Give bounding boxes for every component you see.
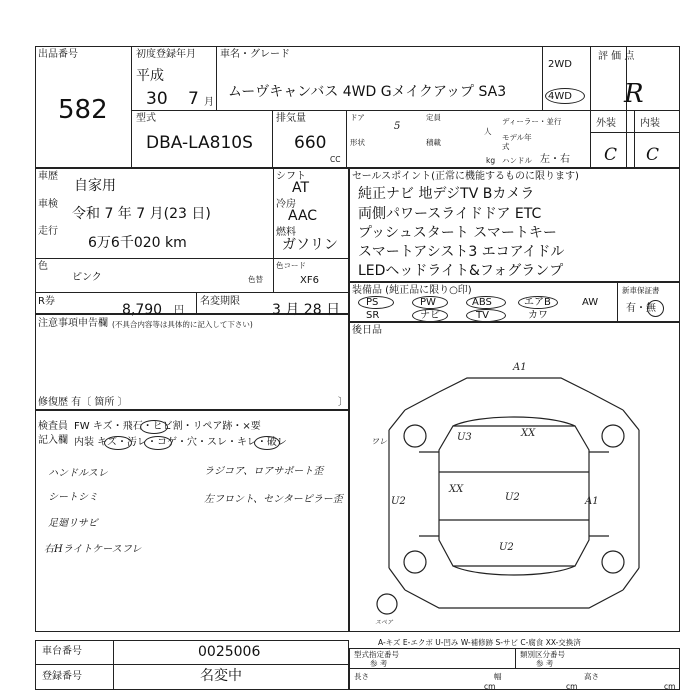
fuel-value: ガソリン <box>282 237 338 253</box>
wheel-rear-right-icon <box>602 551 624 573</box>
equip-ps: PS <box>366 297 379 308</box>
warranty-label: 新車保証書 <box>622 286 660 295</box>
damage-mark: U2 <box>499 542 514 553</box>
inspector-label: 検査員 <box>38 421 68 432</box>
equip-leather: カワ <box>528 310 548 321</box>
doors: 5 <box>394 121 401 132</box>
damage-mark: XX <box>521 428 536 439</box>
wheel-rear-left-icon <box>404 551 426 573</box>
cm-unit: cm <box>566 682 578 691</box>
first-reg-label: 初度登録年月 <box>136 49 196 60</box>
mileage-label: 走行 <box>38 226 58 237</box>
history-value: 自家用 <box>74 178 116 194</box>
damage-mark: A1 <box>585 496 599 507</box>
car-label: 車名・グレード <box>220 49 290 60</box>
equipment-label: 装備品 (純正品に限り○印) <box>352 285 472 296</box>
header-frame <box>35 46 627 168</box>
kg-unit: kg <box>486 156 496 165</box>
equip-sr: SR <box>366 310 380 321</box>
equip-pw: PW <box>420 297 436 308</box>
equip-aw: AW <box>582 297 599 308</box>
yen-unit: 円 <box>174 305 184 316</box>
era: 平成 <box>136 68 164 84</box>
notes-label: 注意事項申告欄 <box>38 318 108 329</box>
damage-mark: A1 <box>513 362 527 373</box>
ref-label: 参 考 <box>536 659 554 668</box>
name-change-label: 名変期限 <box>200 296 240 307</box>
damage-mark: ワレ <box>371 437 387 446</box>
width-label: 幅 <box>494 672 502 681</box>
chassis-label: 車台番号 <box>42 646 82 657</box>
form-label: 型式指定番号 <box>354 650 399 659</box>
capacity-unit: 人 <box>484 127 492 136</box>
recycle-label: R券 <box>38 296 55 307</box>
inspector-interior-row: 内装 キズ・汚レ・コゲ・穴・スレ・キレ・破レ <box>74 437 287 448</box>
repair-history: 修復歴 有〔 箇所 〕 <box>38 397 128 408</box>
car-roof-outline <box>439 378 589 392</box>
reg-number: 名変中 <box>200 668 242 684</box>
drive-2wd: 2WD <box>548 59 572 70</box>
rating-label: 評 価 点 <box>598 51 635 62</box>
color-code: XF6 <box>300 275 319 286</box>
damage-mark: U2 <box>391 496 406 507</box>
ac-label: 冷房 <box>276 199 296 210</box>
equip-airbag: エアB <box>524 297 551 308</box>
comment-left: ハンドルスレ <box>48 468 108 479</box>
equip-tv: TV <box>476 310 489 321</box>
lot-label: 出品番号 <box>38 49 78 60</box>
cm-unit: cm <box>664 682 676 691</box>
footer-left-frame <box>35 640 349 690</box>
interior-grade: C <box>646 145 660 165</box>
comment-left: 右Hライトケースフレ <box>44 544 142 555</box>
history-label: 車歴 <box>38 171 58 182</box>
color-code-label: 色コード <box>276 261 306 270</box>
wheel-front-left-icon <box>404 425 426 447</box>
sales-point-line: 両側パワースライドドア ETC <box>358 206 542 222</box>
inspector-fw-row: FW キズ・飛石・ヒビ割・リペア跡・×要 <box>74 421 261 432</box>
mileage-value: 6万6千020 km <box>88 235 187 251</box>
handle-label: ハンドル <box>502 156 532 165</box>
warranty-value: 有・無 <box>626 303 656 314</box>
drive-4wd: 4WD <box>548 91 572 102</box>
wheel-front-right-icon <box>602 425 624 447</box>
dealer-label: ディーラー・並行 <box>502 117 562 126</box>
equip-abs: ABS <box>472 297 492 308</box>
displacement: 660 <box>294 133 327 153</box>
doors-label: ドア <box>350 113 365 122</box>
comment-left: 足廻リサビ <box>48 518 98 529</box>
inspection-value: 令和 7 年 7 月(23 日) <box>72 206 211 222</box>
sales-point-line: LEDヘッドライト&フォグランプ <box>358 263 564 279</box>
sales-point-line: 純正ナビ 地デジTV Bカメラ <box>358 186 535 202</box>
comment-right: 左フロント、センターピラー歪 <box>204 494 343 505</box>
model-year-label: モデル年式 <box>502 133 532 151</box>
length-label: 長さ <box>354 672 369 681</box>
interior-label: 内装 <box>640 118 660 129</box>
cm-unit: cm <box>484 682 496 691</box>
inspection-label: 車検 <box>38 199 58 210</box>
model-label: 型式 <box>136 113 156 124</box>
damage-mark: XX <box>449 484 464 495</box>
comment-left: シートシミ <box>48 492 98 503</box>
shape-label: 形状 <box>350 138 365 147</box>
notes-sub: (不具合内容等は具体的に記入して下さい) <box>112 320 253 329</box>
chassis-number: 0025006 <box>198 644 261 660</box>
sales-points-label: セールスポイント(正常に機能するものに限ります) <box>352 171 579 182</box>
exterior-label: 外装 <box>596 118 616 129</box>
rating-value: R <box>624 79 644 109</box>
capacity-label: 定員 <box>426 113 441 122</box>
comment-right: ラジコア、ロアサポート歪 <box>204 466 324 477</box>
color-value: ピンク <box>72 272 102 283</box>
exterior-grade: C <box>604 145 618 165</box>
damage-mark: U3 <box>457 432 472 443</box>
inspector-label-2: 記入欄 <box>38 435 68 446</box>
damage-mark: U2 <box>505 492 520 503</box>
handle-options: 左・右 <box>540 154 570 165</box>
car-damage-diagram <box>349 340 680 632</box>
car-name: ムーヴキャンバス 4WD Gメイクアップ SA3 <box>228 84 507 100</box>
shift-value: AT <box>292 180 310 196</box>
ref-label: 参 考 <box>370 659 388 668</box>
spare-label: スペア <box>375 619 394 626</box>
diagram-legend: A-キズ E-エクボ U-凹み W-補修跡 S-サビ C-腐食 XX-交換済 <box>378 638 581 647</box>
loading-label: 積載 <box>426 138 441 147</box>
reg-month: 7 <box>188 89 199 109</box>
later-label: 後日品 <box>352 325 382 336</box>
class-label: 類別区分番号 <box>520 650 565 659</box>
lot-number: 582 <box>58 95 108 125</box>
equip-navi: ナビ <box>420 310 440 321</box>
ac-value: AAC <box>288 208 318 224</box>
sales-point-line: スマートアシスト3 エコアイドル <box>358 244 565 260</box>
reg-year: 30 <box>146 89 168 109</box>
reg-label: 登録番号 <box>42 671 82 682</box>
month-unit: 月 <box>204 97 214 108</box>
color-label: 色 <box>38 261 48 272</box>
height-label: 高さ <box>584 672 599 681</box>
spare-tire-icon <box>377 594 397 614</box>
recycle-value: 8,790 <box>122 302 163 318</box>
sales-point-line: プッシュスタート スマートキー <box>358 225 557 241</box>
color-change-label: 色替 <box>248 275 263 284</box>
name-change-value: 3 月 28 日 <box>272 302 341 318</box>
cc-unit: CC <box>330 155 341 164</box>
model-code: DBA-LA810S <box>146 133 253 153</box>
shift-label: シフト <box>276 171 306 182</box>
displacement-label: 排気量 <box>276 113 306 124</box>
fuel-label: 燃料 <box>276 227 296 238</box>
